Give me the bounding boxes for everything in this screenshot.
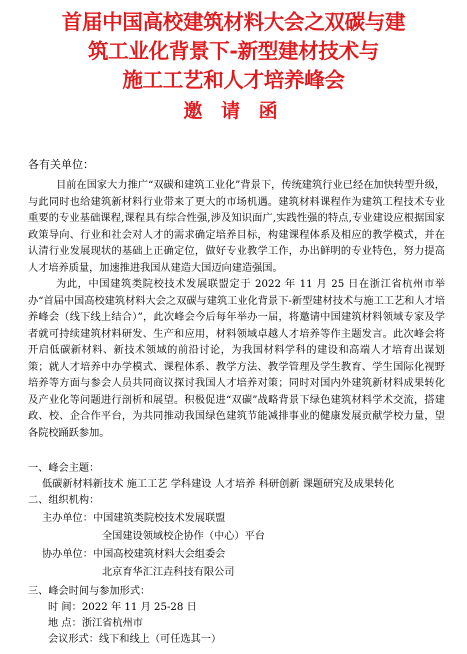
- form-value: 线下和线上（可任选其一）: [98, 634, 222, 645]
- time-row: [28, 600, 394, 616]
- theme-content: 低碳新材料新技术 施工工艺 学科建设 人才培养 科研创新 课题研究及成果转化: [42, 479, 395, 490]
- place-row: [28, 616, 394, 632]
- time-label: 时 间：: [48, 602, 82, 613]
- theme-heading: 一、峰会主题：: [28, 463, 100, 474]
- host-unit-1: 中国建筑类院校技术发展联盟: [92, 513, 226, 524]
- time-value: 2022 年 11 月 25-28 日: [81, 602, 197, 613]
- host-row: [28, 511, 394, 527]
- form-row: [28, 632, 394, 648]
- title-line-2: 筑工业化背景下-新型建材技术与: [87, 39, 379, 63]
- document-type-heading: 邀 请 函: [183, 100, 284, 122]
- title-block: [0, 8, 467, 126]
- co-unit-2: 北京育华汇江垚科技有限公司: [102, 567, 235, 578]
- paragraph-1: 目前在国家大力推广“双碳和建筑工业化”背景下，传统建筑行业已经在加快转型升级，与此同时也给建筑新材料行业带来了更大的市场机遇。建筑材料课程作为建筑工程技术专业重要的专业基础课程,课程具有综合性强,涉及知识面广,实践性强的特点,专业建设应根据国家政策导向、行业和社会对人才的需求确定培养目标，构建课程体系及相应的教学模式，并在认清行业发展现状的基础上正确定位，做好专业教学工作，办出鲜明的专业特色，努力提高人才培养质量，加速推进我国从建造大国迈向建造强国。: [28, 180, 445, 274]
- time-heading: 三、峰会时间与参加形式：: [28, 586, 151, 597]
- host-label: 主办单位：: [42, 513, 93, 524]
- title-line-3: 施工工艺和人才培养峰会: [122, 68, 345, 92]
- co-unit-1: 中国高校建筑材料大会组委会: [92, 549, 226, 560]
- org-heading: 二、组织机构：: [28, 495, 100, 506]
- co-label: 协办单位：: [42, 549, 93, 560]
- paragraph-2: 为此，中国建筑类院校技术发展联盟定于 2022 年 11 月 25 日在浙江省杭州市举办“首届中国高校建筑材料大会之双碳与建筑工业化背景下-新型建材技术与施工工艺和人才培养峰会（线下线上结合）”，此次峰会今后每年举办一届，将邀请中国建筑材料领域专家及学者就可持续建筑材料研发、生产和应用，材料领域卓越人才培养等作主题发言。此次峰会将开启低碳新材料、新技术领域的前沿讨论，为我国材料学科的建设和高端人才培育出谋划策；就人才培养中办学模式、课程体系、教学方法、教学管理及学生教育、学生国际化视野培养等方面与参会人员共同商议探讨我国人才培养对策；同时对国内外建筑新材料成果转化及产业化等问题进行剖析和展望。积极促进“双碳”战略背景下绿色建筑材料学术交流，搭建政、校、企合作平台，为共同推动我国绿色建筑节能减排事业的健康发展贡献学校力量，望各院校踊跃参加。: [28, 279, 445, 439]
- co-row: [28, 547, 394, 563]
- title-line-1: 首届中国高校建筑材料大会之双碳与建: [61, 10, 406, 34]
- salutation: 各有关单位：: [28, 158, 94, 171]
- host-unit-2: 全国建设领域校企协作（中心）平台: [102, 531, 265, 542]
- form-label: 会议形式：: [48, 634, 99, 645]
- body-text: [28, 178, 445, 442]
- place-label: 地 点：: [48, 618, 82, 629]
- section-theme: [28, 461, 394, 648]
- place-value: 浙江省杭州市: [81, 618, 143, 629]
